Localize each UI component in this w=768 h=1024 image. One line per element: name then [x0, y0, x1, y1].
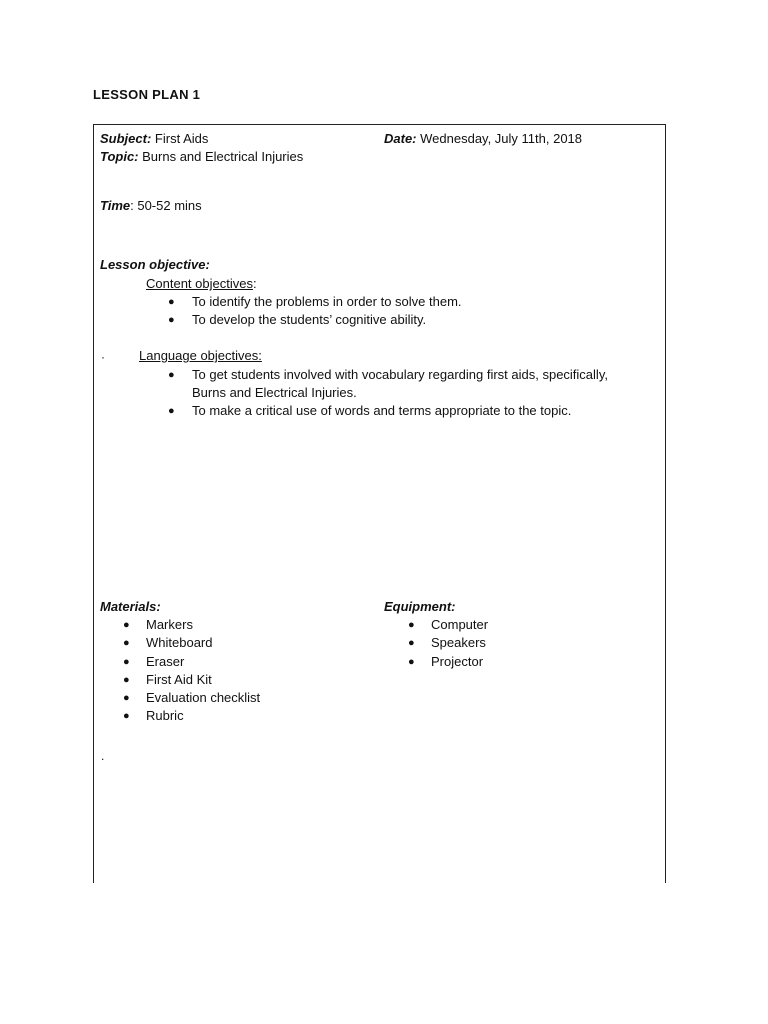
material-item: Markers [146, 617, 193, 632]
date-value: Wednesday, July 11th, 2018 [416, 131, 583, 146]
content-objectives-colon: : [252, 276, 257, 291]
language-objective-item: To get students involved with vocabulary regarding first aids, specifically, [192, 367, 608, 382]
lesson-plan-table [93, 124, 666, 883]
equipment-item: Speakers [431, 635, 486, 650]
equipment-item: Computer [431, 617, 489, 632]
time-line [100, 197, 202, 215]
topic-label: Topic: [100, 149, 139, 164]
bullet-icon: ● [168, 314, 175, 326]
content-objective-item: To develop the students’ cognitive ability. [192, 312, 427, 327]
topic-value: Burns and Electrical Injuries [138, 149, 304, 164]
bullet-icon: ● [408, 619, 415, 631]
materials-heading: Materials: [100, 599, 161, 614]
document-title: LESSON PLAN 1 [93, 87, 201, 102]
subject-line [100, 130, 208, 148]
bullet-icon: ● [168, 369, 175, 381]
separator-dot: · [101, 350, 105, 364]
date-label: Date: [384, 131, 417, 146]
time-value: : 50-52 mins [130, 198, 202, 213]
bullet-icon: ● [123, 619, 130, 631]
bullet-icon: ● [168, 405, 175, 417]
content-objectives-label: Content objectives [146, 276, 253, 291]
time-label: Time [100, 198, 131, 213]
subject-label: Subject: [100, 131, 152, 146]
bullet-icon: ● [168, 296, 175, 308]
language-objectives-heading: Language objectives: [139, 348, 262, 363]
trailing-dot: . [101, 749, 105, 763]
equipment-item: Projector [431, 654, 484, 669]
subject-value: First Aids [151, 131, 209, 146]
bullet-icon: ● [123, 710, 130, 722]
language-objective-item: To make a critical use of words and terms appropriate to the topic. [192, 403, 572, 418]
bullet-icon: ● [408, 656, 415, 668]
material-item: First Aid Kit [146, 672, 212, 687]
topic-line [100, 148, 303, 166]
material-item: Whiteboard [146, 635, 213, 650]
equipment-heading: Equipment: [384, 599, 456, 614]
material-item: Eraser [146, 654, 185, 669]
bullet-icon: ● [123, 674, 130, 686]
material-item: Rubric [146, 708, 184, 723]
bullet-icon: ● [123, 692, 130, 704]
material-item: Evaluation checklist [146, 690, 261, 705]
bullet-icon: ● [408, 637, 415, 649]
language-objective-item-continued: Burns and Electrical Injuries. [192, 385, 357, 400]
date-line [384, 130, 582, 148]
lesson-objective-heading: Lesson objective: [100, 257, 210, 272]
bullet-icon: ● [123, 656, 130, 668]
bullet-icon: ● [123, 637, 130, 649]
content-objectives-heading [146, 275, 257, 293]
content-objective-item: To identify the problems in order to solve them. [192, 294, 462, 309]
